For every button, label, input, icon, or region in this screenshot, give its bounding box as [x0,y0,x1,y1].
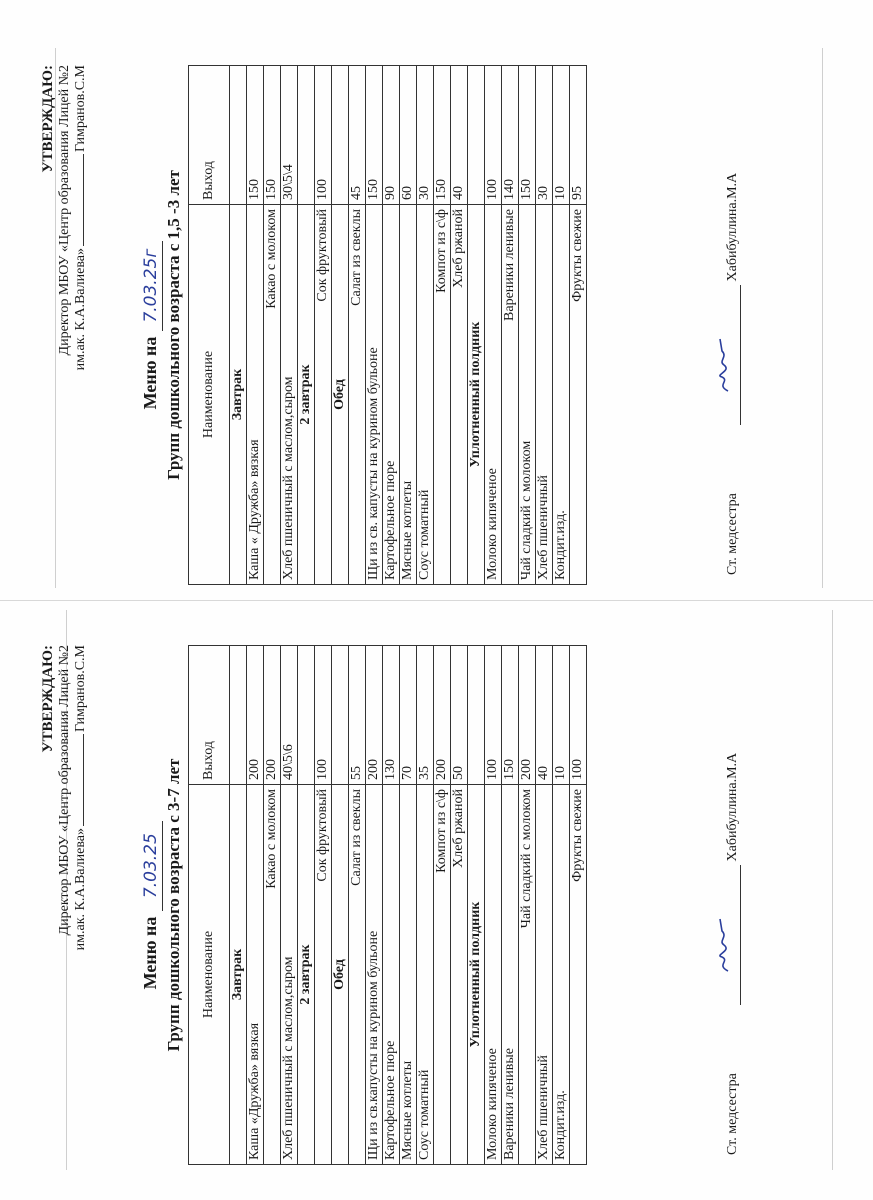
meal-section-output-cell [230,646,247,785]
meal-section-row [298,646,315,1165]
handwritten-signature-icon [710,335,736,395]
dish-output: 10 [553,66,570,205]
dish-row [281,646,298,1165]
dish-name: Салат из свеклы [349,205,366,585]
approval-block [40,65,89,485]
menu-header-row [189,66,230,585]
menu-table-body [189,646,587,1165]
dish-output: 40\5\6 [281,646,298,785]
dish-name: Молоко кипяченое [485,785,502,1165]
approval-line-2-prefix: им.ак. К.А.Валиева» [73,828,88,951]
dish-name: Чай сладкий с молоком [519,785,536,1165]
meal-section-row [468,66,485,585]
dish-row [485,66,502,585]
dish-row [315,646,332,1165]
dish-name: Щи из св.капусты на курином бульоне [366,785,383,1165]
meal-section-row [468,646,485,1165]
approval-title: УТВЕРЖДАЮ: [40,645,56,753]
dish-row [383,66,400,585]
nurse-name: Хабибуллина.М.А [725,752,740,862]
dish-name: Мясные котлеты [400,205,417,585]
column-header-output: Выход [189,646,230,785]
menu-title [140,65,184,585]
dish-row [485,646,502,1165]
dish-name: Хлеб пшеничный с маслом,сыром [281,785,298,1165]
menu-date-handwritten: 7.03.25 [141,821,163,911]
approval-director-name: Гимранов.С.М [73,645,88,733]
menu-header-row [189,646,230,1165]
dish-row [366,66,383,585]
dish-output: 100 [315,66,332,205]
dish-output: 55 [349,646,366,785]
dish-output: 100 [570,646,587,785]
dish-row [264,66,281,585]
dish-row [281,66,298,585]
meal-section-output-cell [468,66,485,205]
dish-row [400,66,417,585]
dish-row [502,66,519,585]
dish-name: Каша «Дружба» вязкая [247,785,264,1165]
approval-line-2 [73,65,89,485]
dish-row [349,646,366,1165]
meal-section-row [298,66,315,585]
menu-title [140,645,184,1165]
meal-section-title: Уплотненный полдник [468,785,485,1165]
dish-row [570,66,587,585]
menu-subtitle: Групп дошкольного возраста с 1,5 -3 лет [164,170,183,480]
dish-output: 150 [434,66,451,205]
dish-output: 95 [570,66,587,205]
column-header-output: Выход [189,66,230,205]
meal-section-output-cell [298,66,315,205]
dish-name: Хлеб ржаной [451,205,468,585]
dish-output: 150 [247,66,264,205]
dish-name: Хлеб пшеничный [536,785,553,1165]
menu-table [188,645,587,1165]
dish-row [502,646,519,1165]
dish-row [536,646,553,1165]
dish-output: 30 [417,66,434,205]
column-header-name: Наименование [189,785,230,1165]
dish-row [247,66,264,585]
dish-output: 45 [349,66,366,205]
dish-output: 200 [247,646,264,785]
dish-name: Молоко кипяченое [485,205,502,585]
dish-output: 150 [502,646,519,785]
dish-output: 35 [417,646,434,785]
dish-row [570,646,587,1165]
approval-line-2-prefix: им.ак. К.А.Валиева» [73,248,88,371]
dish-name: Хлеб ржаной [451,785,468,1165]
dish-name: Вареники ленивые [502,205,519,585]
menu-date-handwritten: 7.03.25г [141,241,163,331]
approval-director-name: Гимранов.С.М [73,65,88,153]
dish-name: Чай сладкий с молоком [519,205,536,585]
menu-table [188,65,587,585]
dish-output: 60 [400,66,417,205]
dish-name: Каша « Дружба» вязкая [247,205,264,585]
dish-output: 40 [536,646,553,785]
dish-output: 100 [485,66,502,205]
dish-output: 200 [366,646,383,785]
dish-name: Фрукты свежие [570,205,587,585]
dish-row [451,646,468,1165]
dish-row [349,66,366,585]
dish-name: Кондит.изд. [553,785,570,1165]
meal-section-row [230,646,247,1165]
menu-subtitle: Групп дошкольного возраста с 3-7 лет [164,758,183,1052]
dish-output: 10 [553,646,570,785]
meal-section-output-cell [230,66,247,205]
dish-name: Кондит.изд. [553,205,570,585]
dish-output: 130 [383,646,400,785]
approval-line-1: Директор МБОУ «Центр образования Лицей №2 [57,65,72,356]
dish-name: Какао с молоком [264,785,281,1165]
meal-section-title: Завтрак [230,205,247,585]
page-fold-line [0,600,873,601]
dish-output: 150 [264,66,281,205]
dish-row [434,646,451,1165]
column-header-name: Наименование [189,205,230,585]
dish-output: 150 [366,66,383,205]
dish-name: Хлеб пшеничный [536,205,553,585]
meal-section-output-cell [468,646,485,785]
meal-section-title: Уплотненный полдник [468,205,485,585]
dish-row [519,646,536,1165]
dish-name: Сок фруктовый [315,785,332,1165]
meal-section-row [332,646,349,1165]
approval-signature-line [83,154,84,246]
approval-line-2 [73,645,89,1065]
dish-name: Картофельное пюре [383,785,400,1165]
dish-row [434,66,451,585]
dish-row [315,66,332,585]
approval-line-1: Директор МБОУ «Центр образования Лицей №2 [57,645,72,936]
dish-name: Компот из с\ф [434,205,451,585]
dish-output: 140 [502,66,519,205]
dish-output: 100 [315,646,332,785]
meal-section-row [230,66,247,585]
dish-output: 200 [264,646,281,785]
menu-title-prefix: Меню на [140,916,160,990]
dish-name: Хлеб пшеничный с маслом,сыром [281,205,298,585]
dish-name: Щи из св. капусты на курином бульоне [366,205,383,585]
dish-row [451,66,468,585]
approval-title: УТВЕРЖДАЮ: [40,65,56,173]
meal-section-row [332,66,349,585]
approval-signature-line [83,734,84,826]
nurse-signature-block [722,635,741,1155]
meal-section-title: 2 завтрак [298,785,315,1165]
nurse-label: Ст. медсестра [725,1073,740,1155]
dish-row [417,66,434,585]
dish-row [247,646,264,1165]
meal-section-title: Обед [332,785,349,1165]
dish-name: Соус томатный [417,785,434,1165]
dish-row [383,646,400,1165]
dish-name: Вареники ленивые [502,785,519,1165]
dish-name: Сок фруктовый [315,205,332,585]
menu-table-body [189,66,587,585]
nurse-signature [722,865,741,1005]
menu-title-prefix: Меню на [140,336,160,410]
dish-row [519,66,536,585]
meal-section-output-cell [332,646,349,785]
approval-block [40,645,89,1065]
handwritten-signature-icon [710,915,736,975]
meal-section-output-cell [332,66,349,205]
nurse-signature-block [722,55,741,575]
dish-row [553,66,570,585]
nurse-name: Хабибуллина.М.А [725,172,740,282]
dish-output: 30\5\4 [281,66,298,205]
dish-row [536,66,553,585]
nurse-label: Ст. медсестра [725,493,740,575]
meal-section-title: 2 завтрак [298,205,315,585]
dish-name: Фрукты свежие [570,785,587,1165]
dish-row [400,646,417,1165]
dish-name: Компот из с\ф [434,785,451,1165]
dish-output: 40 [451,66,468,205]
dish-output: 100 [485,646,502,785]
dish-name: Салат из свеклы [349,785,366,1165]
dish-output: 200 [519,646,536,785]
meal-section-output-cell [298,646,315,785]
dish-output: 50 [451,646,468,785]
meal-section-title: Обед [332,205,349,585]
menu-panel-toddlers [40,65,840,585]
dish-name: Какао с молоком [264,205,281,585]
dish-output: 70 [400,646,417,785]
dish-output: 150 [519,66,536,205]
dish-row [264,646,281,1165]
nurse-signature [722,285,741,425]
dish-output: 30 [536,66,553,205]
dish-row [553,646,570,1165]
menu-panel-preschool [40,645,840,1165]
dish-row [417,646,434,1165]
dish-name: Мясные котлеты [400,785,417,1165]
dish-name: Соус томатный [417,205,434,585]
dish-output: 90 [383,66,400,205]
dish-output: 200 [434,646,451,785]
dish-row [366,646,383,1165]
meal-section-title: Завтрак [230,785,247,1165]
dish-name: Картофельное пюре [383,205,400,585]
